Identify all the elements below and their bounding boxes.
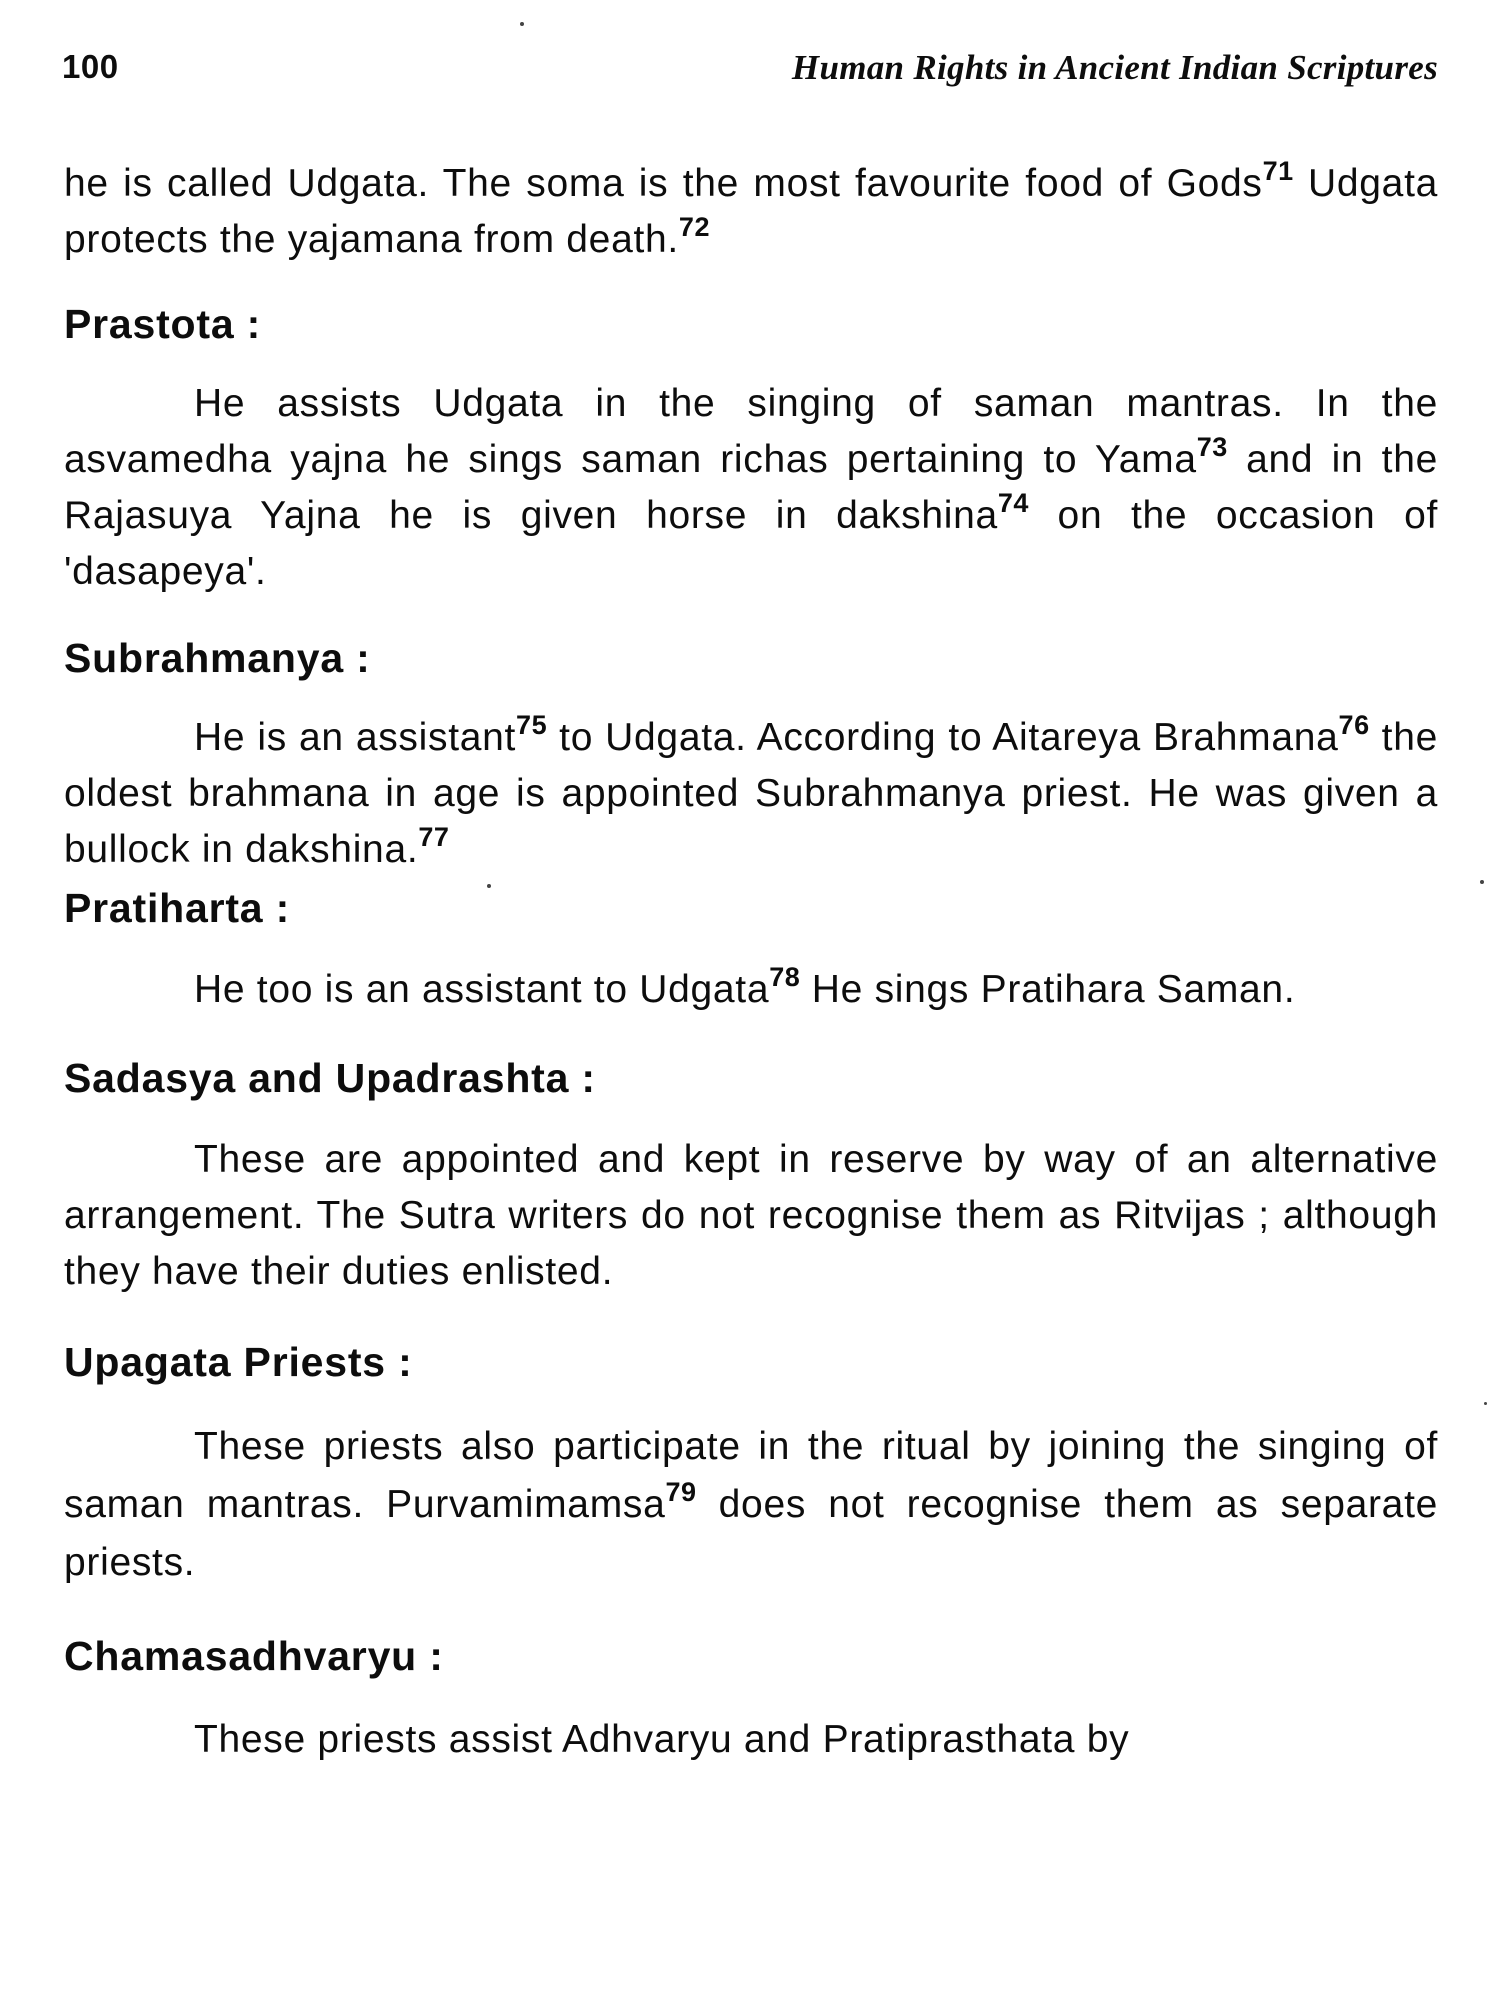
paragraph-udgata-continued: [64, 156, 1438, 268]
section-heading-subrahmanya: Subrahmanya :: [64, 635, 371, 681]
text-run: on the occasion of 'dasapeya'.: [64, 494, 1438, 593]
scan-speck: [487, 884, 491, 888]
footnote-ref: 77: [418, 822, 450, 852]
text-run: the oldest brahmana in age is appointed Subrahmanya priest. He was given a bullock in dakshina.: [64, 716, 1438, 871]
section-heading-pratiharta: Pratiharta :: [64, 885, 291, 931]
text-run: These priests also participate in the ritual by joining the singing of saman mantras. Purvamimamsa: [64, 1425, 1438, 1526]
section-heading-prastota: Prastota :: [64, 301, 262, 347]
text-run: He sings Pratihara Saman.: [800, 968, 1296, 1011]
running-title: Human Rights in Ancient Indian Scriptures: [791, 48, 1438, 87]
footnote-ref: 79: [665, 1477, 697, 1507]
text-run: he is called Udgata. The soma is the most favourite food of Gods: [64, 162, 1263, 205]
text-run: He assists Udgata in the singing of saman mantras. In the asvamedha yajna he sings saman richas pertaining to Yama: [64, 382, 1438, 481]
section-heading-sadasya-upadrashta: Sadasya and Upadrashta :: [64, 1055, 596, 1101]
text-run: does not recognise them as separate priests.: [64, 1483, 1438, 1584]
footnote-ref: 78: [769, 962, 801, 992]
page-body: [64, 156, 1438, 1768]
footnote-ref: 74: [997, 488, 1029, 518]
footnote-ref: 75: [516, 710, 548, 740]
paragraph-subrahmanya: [64, 710, 1438, 878]
section-heading-upagata-priests: Upagata Priests :: [64, 1339, 413, 1385]
page-number: 100: [62, 48, 119, 85]
paragraph-chamasadhvaryu: These priests assist Adhvaryu and Pratiprasthata by: [194, 1718, 1130, 1761]
paragraph-prastota: [64, 376, 1438, 600]
section-heading-chamasadhvaryu: Chamasadhvaryu :: [64, 1633, 444, 1679]
footnote-ref: 73: [1196, 432, 1228, 462]
text-run: to Udgata. According to Aitareya Brahmana: [547, 716, 1339, 759]
scan-speck: [1484, 1402, 1487, 1405]
scan-speck: [1480, 880, 1484, 884]
footnote-ref: 76: [1338, 710, 1370, 740]
scan-speck: [520, 22, 524, 26]
paragraph-upagata-priests: [64, 1418, 1438, 1592]
text-run: He too is an assistant to Udgata: [194, 968, 770, 1011]
text-run: and in the Rajasuya Yajna he is given horse in dakshina: [64, 438, 1438, 537]
footnote-ref: 72: [678, 212, 710, 242]
paragraph-sadasya-upadrashta: These are appointed and kept in reserve by way of an alternative arrangement. The Sutra writers do not recognise them as Ritvijas ; although they have their duties enlisted.: [64, 1138, 1438, 1293]
text-run: Udgata protects the yajamana from death.: [64, 162, 1438, 261]
page-header: [62, 48, 1438, 98]
text-run: He is an assistant: [194, 716, 517, 759]
footnote-ref: 71: [1262, 156, 1294, 186]
paragraph-pratiharta: [64, 962, 1438, 1018]
